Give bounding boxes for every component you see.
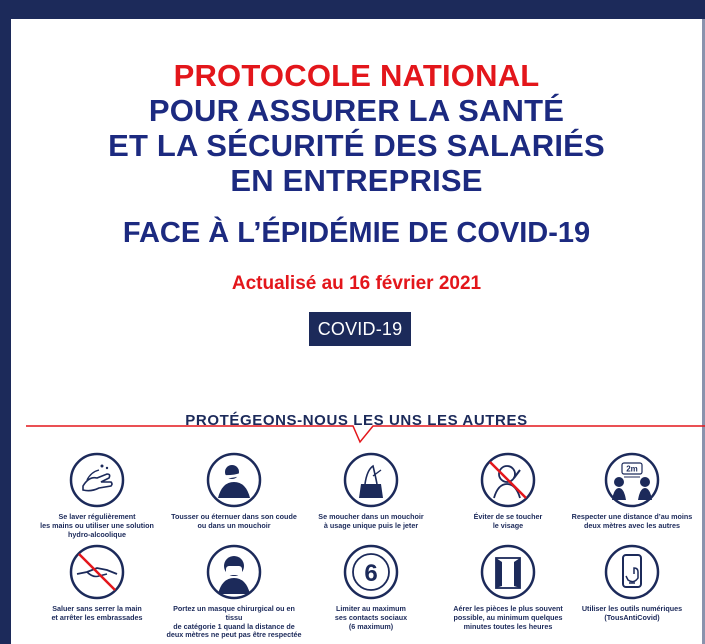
distance-value: 2m [626,464,638,474]
gesture-six-contacts [301,544,441,631]
no-face-touch-icon [480,452,536,508]
gesture-label-line: deux mètres avec les autres [584,520,680,530]
gesture-label-line: les mains ou utiliser une solution [40,520,154,530]
gesture-label-line: à usage unique puis le jeter [323,520,419,530]
gesture-label-line: Saluer sans serrer la main [52,604,142,613]
title-line-2: POUR ASSURER LA SANTÉ [148,93,565,128]
gesture-label-line: Portez un masque chirurgical ou en tissu [173,604,295,622]
gesture-label-line: et arrêter les embrassades [51,612,143,622]
gesture-label-line: (TousAntiCovid) [604,612,660,622]
gesture-smartphone-app [562,544,702,623]
gesture-face-mask [164,544,304,640]
title-line-3: ET LA SÉCURITÉ DES SALARIÉS [108,128,605,163]
gesture-ventilation [438,544,578,631]
title-line-1: PROTOCOLE NATIONAL [173,58,540,93]
gesture-no-handshake [27,544,167,623]
gesture-hand-washing [27,452,167,539]
gesture-label-line: Se laver régulièrement [58,512,136,521]
gesture-label-line: hydro-alcoolique [68,529,126,539]
gesture-label-line: (6 maximum) [348,621,394,631]
gesture-label-line: Se moucher dans un mouchoir [318,512,424,521]
gesture-cough-elbow [164,452,304,531]
gesture-label-line: Limiter au maximum [336,604,406,613]
tissue-icon [343,452,399,508]
face-mask-icon [206,544,262,600]
title-line-4: EN ENTREPRISE [230,163,483,198]
left-border [0,0,11,644]
gesture-label-line: deux mètres ne peut pas être respectée [166,630,302,640]
gesture-label-line: minutes toutes les heures [463,621,553,631]
update-date: Actualisé au 16 février 2021 [231,273,482,294]
contacts-number: 6 [364,560,378,587]
gesture-label-line: ses contacts sociaux [334,612,408,622]
gesture-distance [562,452,702,531]
gesture-label-line: possible, au minimum quelques [453,612,563,622]
smartphone-app-icon [604,544,660,600]
gesture-label-line: Utiliser les outils numériques [581,604,683,613]
gesture-label-line: Aérer les pièces le plus souvent [453,604,563,613]
gesture-label-line: Respecter une distance d’au moins [571,512,693,521]
slogan: PROTÉGEONS-NOUS LES UNS LES AUTRES [185,412,528,429]
covid-badge: COVID-19 [309,312,411,346]
gesture-label-line: ou dans un mouchoir [197,520,271,530]
window-ventilation-icon [480,544,536,600]
hand-washing-icon [69,452,125,508]
gesture-label-line: le visage [492,520,524,530]
six-contacts-icon [343,544,399,600]
no-handshake-icon [69,544,125,600]
title-line-5: FACE À L’ÉPIDÉMIE DE COVID-19 [122,217,591,249]
gesture-label-line: Éviter de se toucher [473,512,543,521]
speech-divider [26,425,705,445]
gesture-label-line: Tousser ou éternuer dans son coude [171,512,297,521]
title-block [11,58,702,296]
gesture-no-face-touch [438,452,578,531]
gesture-label-line: de catégorie 1 quand la distance de [173,621,295,631]
top-border [0,0,705,19]
cough-elbow-icon [206,452,262,508]
gesture-tissue [301,452,441,531]
distance-icon [604,452,660,508]
